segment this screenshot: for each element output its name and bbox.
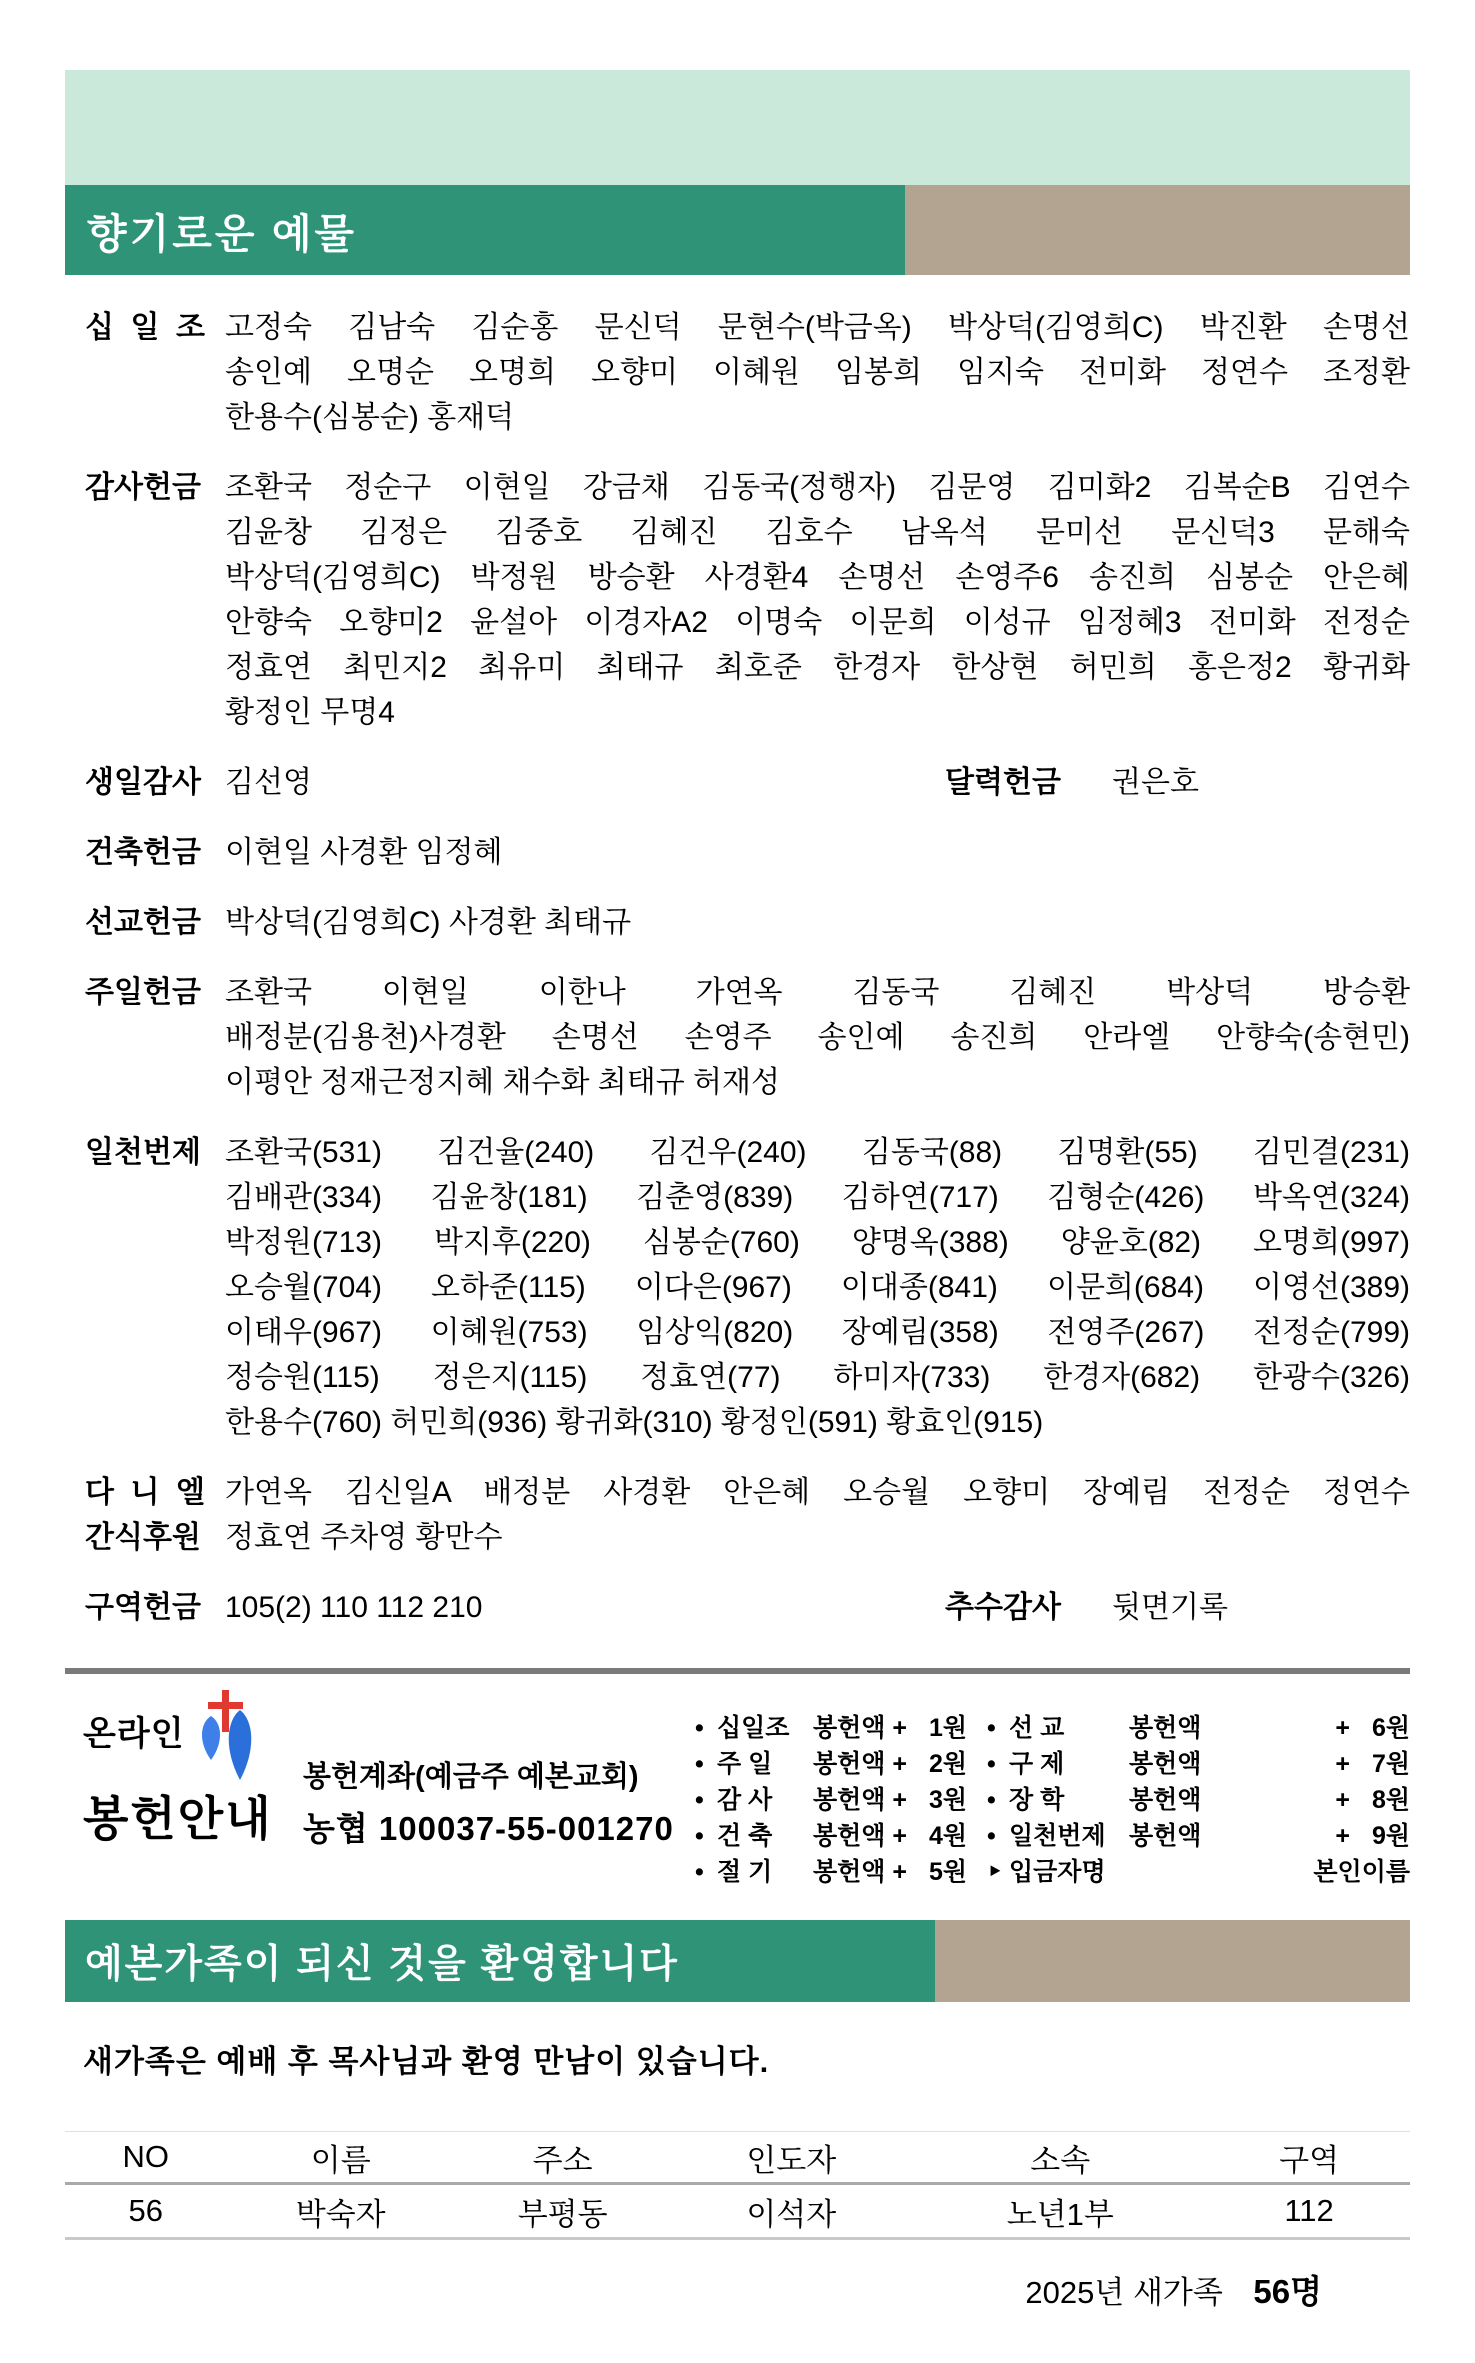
- names-line: 뒷면기록: [1112, 1591, 1228, 1624]
- section-label: 다 니 엘: [85, 1476, 205, 1509]
- names-line: 정승원(115) 정은지(115) 정효연(77) 하미자(733) 한경자(682) 한광수(326): [225, 1361, 1410, 1394]
- bullet-icon: •: [695, 1786, 704, 1814]
- section-label: 선교헌금: [85, 906, 201, 939]
- table-row: [65, 2185, 1410, 2240]
- section-tithe: [65, 305, 1410, 440]
- section-district: [65, 1585, 1410, 1630]
- section-mission: [65, 900, 1410, 945]
- names-line: 한용수(760) 허민희(936) 황귀화(310) 황정인(591) 황효인(915): [225, 1406, 1044, 1439]
- table-cell: 노년1부: [1006, 2196, 1114, 2232]
- names-line: 황정인 무명4: [225, 696, 395, 729]
- new-family-table: [65, 2131, 1410, 2240]
- giving-code-row: • 일천번제 봉헌액 + 9원: [987, 1822, 1410, 1850]
- names-line: 송인예 오명순 오명희 오향미 이혜원 임봉희 임지숙 전미화 정연수 조정환: [225, 356, 1410, 389]
- names-line: 김윤창 김정은 김중호 김혜진 김호수 남옥석 문미선 문신덕3 문해숙: [225, 516, 1410, 549]
- giving-code-row: • 주 일 봉헌액 + 2원: [695, 1750, 967, 1778]
- offerings-title: 향기로운 예물: [87, 210, 358, 257]
- bullet-icon: ‣: [987, 1858, 1003, 1886]
- section-label: 건축헌금: [85, 836, 201, 869]
- names-line: 박정원(713) 박지후(220) 심봉순(760) 양명옥(388) 양윤호(82) 오명희(997): [225, 1226, 1410, 1259]
- names-line: 한용수(심봉순) 홍재덕: [225, 401, 515, 434]
- giving-code-row: • 건 축 봉헌액 + 4원: [695, 1822, 967, 1850]
- table-header-cell: NO: [122, 2139, 169, 2174]
- section-label: 일천번제: [85, 1136, 201, 1169]
- offerings-header-green: [65, 185, 905, 275]
- bullet-icon: •: [695, 1858, 704, 1886]
- table-cell: 박숙자: [295, 2196, 386, 2232]
- giving-code-row: • 감 사 봉헌액 + 3원: [695, 1786, 967, 1814]
- table-header-cell: 주소: [532, 2142, 593, 2178]
- table-header-row: [65, 2132, 1410, 2185]
- online-label: 온라인: [83, 1715, 185, 1753]
- bullet-icon: •: [987, 1786, 996, 1814]
- giving-code-row: • 장 학 봉헌액 + 8원: [987, 1786, 1410, 1814]
- offerings-header-tan: [905, 185, 1410, 275]
- section-thanksgiving: [65, 465, 1410, 735]
- section-label: 생일감사: [85, 766, 201, 799]
- account-holder: 봉헌계좌(예금주 예본교회): [303, 1761, 639, 1793]
- names-line: 조환국 정순구 이현일 강금채 김동국(정행자) 김문영 김미화2 김복순B 김연수: [225, 471, 1410, 504]
- table-header-cell: 소속: [1030, 2142, 1091, 2178]
- giving-code-row: • 십일조 봉헌액 + 1원: [695, 1714, 967, 1742]
- table-header-cell: 구역: [1279, 2142, 1340, 2178]
- names-line: 정효연 주차영 황만수: [225, 1521, 503, 1554]
- table-cell: 56: [128, 2193, 163, 2228]
- giving-code-row: ‣ 입금자명 본인이름: [987, 1858, 1410, 1886]
- top-mint-band: [65, 70, 1410, 185]
- names-line: 안향숙 오향미2 윤설아 이경자A2 이명숙 이문희 이성규 임정혜3 전미화 전정순: [225, 606, 1410, 639]
- district-numbers: 105(2) 110 112 210: [225, 1591, 483, 1624]
- church-logo-icon: [191, 1690, 261, 1782]
- offerings-header-bar: [65, 185, 1410, 275]
- names-line: 조환국(531) 김건율(240) 김건우(240) 김동국(88) 김명환(55) 김민결(231): [225, 1136, 1410, 1169]
- section-thousand-offering: [65, 1130, 1410, 1445]
- summary-count: 56명: [1253, 2273, 1322, 2310]
- welcome-header-tan: [935, 1920, 1410, 2002]
- giving-guide-label: 봉헌안내: [83, 1792, 273, 1845]
- new-family-summary: [65, 2266, 1410, 2313]
- giving-code-list-2: [987, 1708, 1410, 1886]
- names-line: 김선영: [225, 766, 312, 799]
- giving-code-row: • 선 교 봉헌액 + 6원: [987, 1714, 1410, 1742]
- names-line: 정효연 최민지2 최유미 최태규 최호준 한경자 한상현 허민희 홍은정2 황귀화: [225, 651, 1410, 684]
- giving-code-row: • 절 기 봉헌액 + 5원: [695, 1858, 967, 1886]
- welcome-header-bar: [65, 1920, 1410, 2002]
- bullet-icon: •: [695, 1714, 704, 1742]
- names-line: 배정분(김용천)사경환 손명선 손영주 송인예 송진희 안라엘 안향숙(송현민): [225, 1021, 1410, 1054]
- names-line: 이태우(967) 이혜원(753) 임상익(820) 장예림(358) 전영주(267) 전정순(799): [225, 1316, 1410, 1349]
- names-line: 김배관(334) 김윤창(181) 김춘영(839) 김하연(717) 김형순(426) 박옥연(324): [225, 1181, 1410, 1214]
- section-label: 감사헌금: [85, 471, 201, 504]
- table-header-cell: 이름: [310, 2142, 371, 2178]
- section-label: 주일헌금: [85, 976, 201, 1009]
- summary-label: 2025년 새가족: [1025, 2275, 1223, 2310]
- names-line: 오승월(704) 오하준(115) 이다은(967) 이대종(841) 이문희(684) 이영선(389): [225, 1271, 1410, 1304]
- names-line: 권은호: [1112, 766, 1199, 799]
- names-line: 가연옥 김신일A 배정분 사경환 안은혜 오승월 오향미 장예림 전정순 정연수: [225, 1476, 1410, 1509]
- account-number: 농협 100037-55-001270: [303, 1810, 674, 1847]
- offerings-sections: [65, 275, 1410, 1630]
- table-header-cell: 인도자: [746, 2142, 837, 2178]
- section-label-calendar: 달력헌금: [945, 766, 1061, 799]
- table-cell: 이석자: [746, 2196, 837, 2232]
- giving-code-row: • 구 제 봉헌액 + 7원: [987, 1750, 1410, 1778]
- newcomer-notice: 새가족은 예배 후 목사님과 환영 만남이 있습니다.: [83, 2044, 770, 2079]
- section-building: [65, 830, 1410, 875]
- names-line: 조환국 이현일 이한나 가연옥 김동국 김혜진 박상덕 방승환: [225, 976, 1410, 1009]
- names-line: 이현일 사경환 임정혜: [225, 836, 503, 869]
- section-daniel-snack: [65, 1470, 1410, 1560]
- bullet-icon: •: [987, 1714, 996, 1742]
- welcome-title: 예본가족이 되신 것을 환영합니다: [85, 1943, 679, 1986]
- bullet-icon: •: [987, 1750, 996, 1778]
- bullet-icon: •: [987, 1822, 996, 1850]
- names-line: 박상덕(김영희C) 박정원 방승환 사경환4 손명선 손영주6 송진희 심봉순 안은혜: [225, 561, 1410, 594]
- online-giving-section: [65, 1674, 1410, 1886]
- section-birthday: [65, 760, 1410, 805]
- giving-code-list-1: [695, 1708, 967, 1886]
- bullet-icon: •: [695, 1750, 704, 1778]
- section-label: 간식후원: [85, 1521, 201, 1554]
- section-label-harvest: 추수감사: [945, 1591, 1061, 1624]
- names-line: 이평안 정재근정지혜 채수화 최태규 허재성: [225, 1066, 780, 1099]
- bullet-icon: •: [695, 1822, 704, 1850]
- section-label: 구역헌금: [85, 1591, 201, 1624]
- names-line: 고정숙 김남숙 김순홍 문신덕 문현수(박금옥) 박상덕(김영희C) 박진환 손명선: [225, 311, 1410, 344]
- table-cell: 부평동: [517, 2196, 608, 2232]
- section-label: 십 일 조: [85, 311, 205, 344]
- welcome-header-green: [65, 1920, 935, 2002]
- names-line: 박상덕(김영희C) 사경환 최태규: [225, 906, 632, 939]
- table-cell: 112: [1284, 2193, 1334, 2228]
- section-sunday: [65, 970, 1410, 1105]
